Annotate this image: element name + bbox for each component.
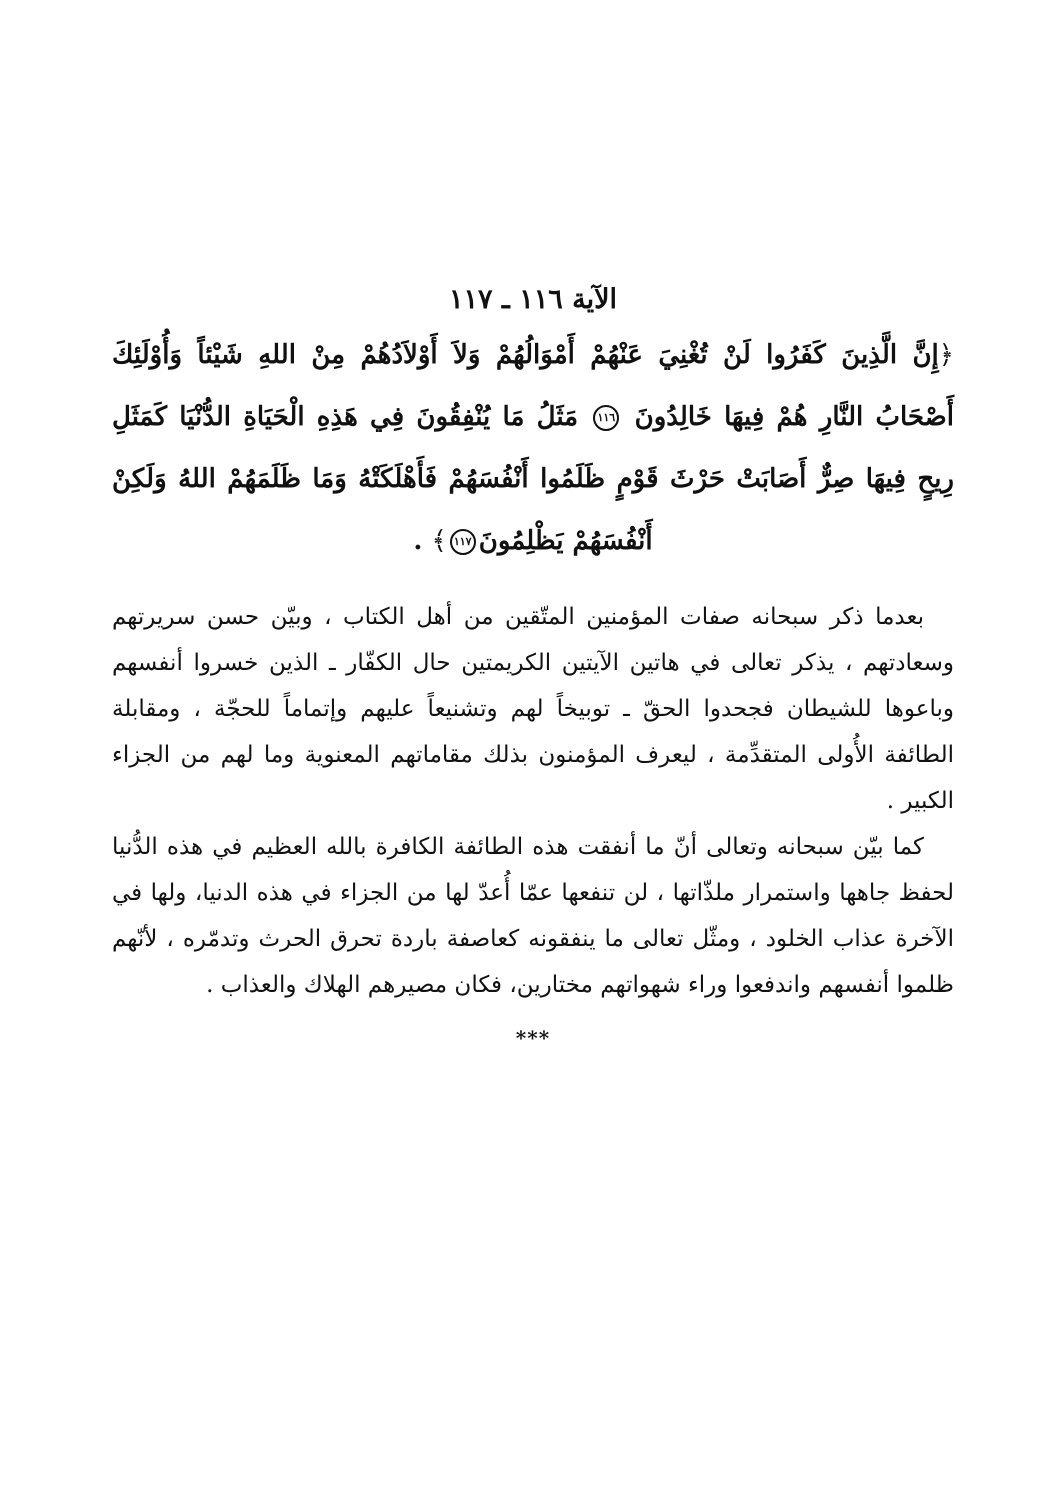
ayah-number-marker-1: ١١٦ (593, 405, 619, 431)
commentary-paragraph-2: كما بيّن سبحانه وتعالى أنّ ما أنفقت هذه الطائفة الكافرة بالله العظيم في هذه الدُّنيا لحفظ جاهها واستمرار ملذّاتها ، لن تنفعها عمّا أُعدّ لها من الجزاء في هذه الدنيا، ولها في الآخرة عذاب الخلود ، ومثّل تعالى ما ينفقونه كعاصفة باردة تحرق الحرث وتدمّره ، لأنّهم ظلموا أنفسهم واندفعوا وراء شهواتهم مختارين، فكان مصيرهم الهلاك والعذاب . (112, 834, 954, 998)
section-separator: *** (515, 1026, 551, 1050)
verse-end-mark: . (413, 526, 423, 556)
verse-open-bracket: ﴿ (938, 340, 954, 370)
commentary-paragraph-1: بعدما ذكر سبحانه صفات المؤمنين المتّقين من أهل الكتاب ، وبيّن حسن سريرتهم وسعادتهم ، يذكر تعالى في هاتين الآيتين الكريمتين حال الكفّار ـ الذين خسروا أنفسهم وباعوها للشيطان فجحدوا الحقّ ـ توبيخاً لهم وتشنيعاً عليهم وإتماماً للحجّة ، ومقابلة الطائفة الأُولى المتقدِّمة ، ليعرف المؤمنون بذلك مقاماتهم المعنوية وما لهم من الجزاء الكبير . (112, 604, 954, 814)
ayah-number-marker-2: ١١٧ (450, 529, 476, 555)
verse-part-1: إِنَّ الَّذِينَ كَفَرُوا لَنْ تُغْنِيَ عَنْهُمْ أَمْوَالُهُمْ وَلاَ أَوْلاَدُهُمْ مِنْ اللهِ شَيْئاً وَأُوْلَئِكَ أَصْحَابُ النَّارِ هُمْ فِيهَا خَالِدُونَ (112, 340, 954, 432)
commentary-body (112, 594, 954, 1008)
document-page (112, 280, 954, 1050)
verse-close-bracket: ﴾ (431, 526, 447, 556)
ayah-heading: الآية ١١٦ ـ ١١٧ (448, 284, 618, 315)
verse-part-2: مَثَلُ مَا يُنْفِقُونَ فِي هَذِهِ الْحَيَاةِ الدُّنْيَا كَمَثَلِ رِيحٍ فِيهَا صِرٌّ أَصَابَتْ حَرْثَ قَوْمٍ ظَلَمُوا أَنْفُسَهُمْ فَأَهْلَكَتْهُ وَمَا ظَلَمَهُمْ اللهُ وَلَكِنْ أَنْفُسَهُمْ يَظْلِمُونَ (112, 402, 954, 556)
quran-verse (112, 324, 954, 572)
